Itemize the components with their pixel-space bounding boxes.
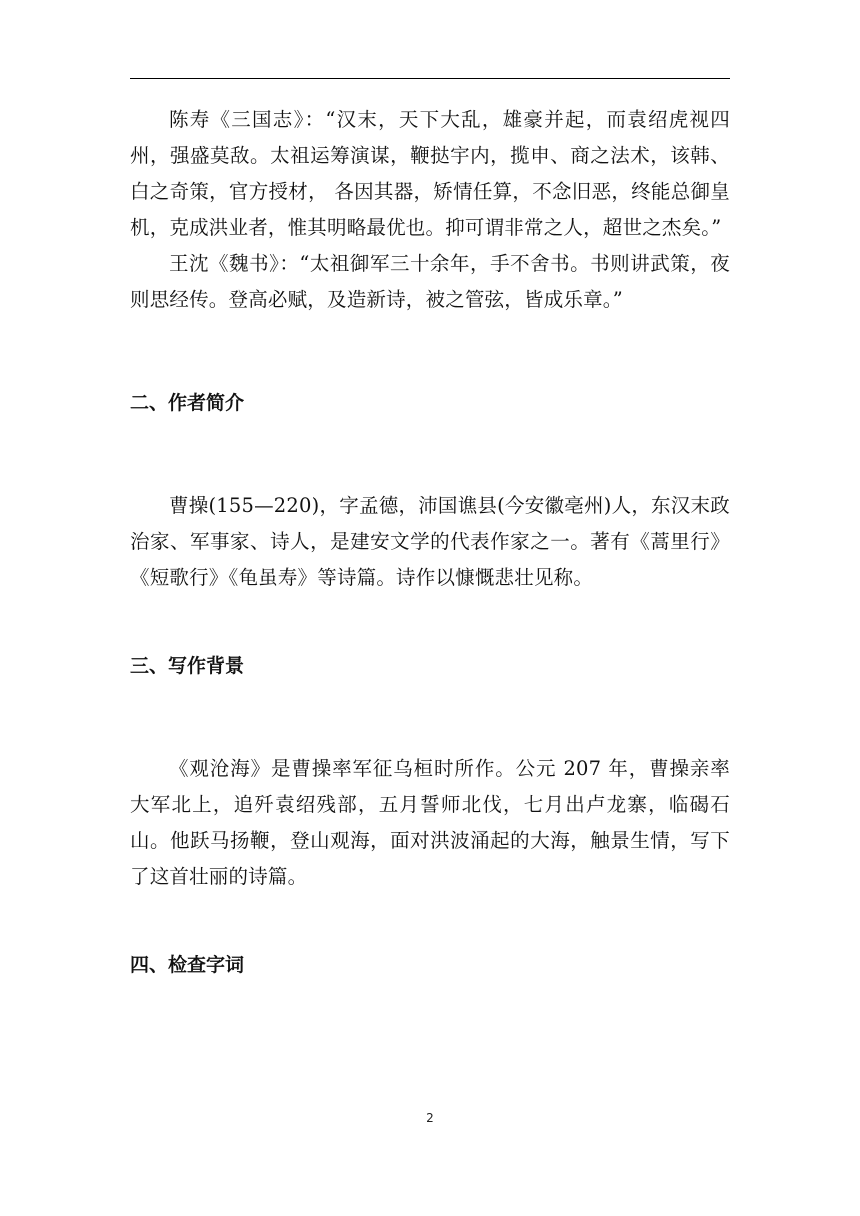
section-heading-vocabulary: 四、检查字词 xyxy=(130,954,245,976)
section-heading-author: 二、作者简介 xyxy=(130,392,245,414)
author-intro-paragraph: 曹操(155—220)，字孟德，沛国谯县(今安徽亳州)人，东汉末政治家、军事家、诗人，是建安文学的代表作家之一。著有《蒿里行》《短歌行》《龟虽寿》等诗篇。诗作以慷慨悲壮见称。 xyxy=(130,494,730,589)
page-number: 2 xyxy=(426,1111,434,1125)
quote-chenshou-sanguozhi: 陈寿《三国志》：“汉末，天下大乱，雄豪并起，而袁绍虎视四州，强盛莫敌。太祖运筹演谋，鞭挞宇内，揽申、商之法术，该韩、白之奇策，官方授材， 各因其器，矫情任算，不念旧恶，终能总御皇机，克成洪业者，惟其明略最优也。抑可谓非常之人，超世之杰矣。” xyxy=(130,108,730,239)
quote-wangchen-weishu: 王沈《魏书》：“太祖御军三十余年，手不舍书。书则讲武策，夜则思经传。登高必赋，及造新诗，被之管弦，皆成乐章。” xyxy=(130,252,730,311)
section-heading-background: 三、写作背景 xyxy=(130,655,245,677)
header-rule xyxy=(130,78,730,79)
background-paragraph: 《观沧海》是曹操率军征乌桓时所作。公元 207 年，曹操亲率大军北上，追歼袁绍残部，五月誓师北伐，七月出卢龙寨，临碣石山。他跃马扬鞭，登山观海，面对洪波涌起的大海，触景生情，写下了这首壮丽的诗篇。 xyxy=(130,757,730,888)
document-body xyxy=(130,102,730,983)
